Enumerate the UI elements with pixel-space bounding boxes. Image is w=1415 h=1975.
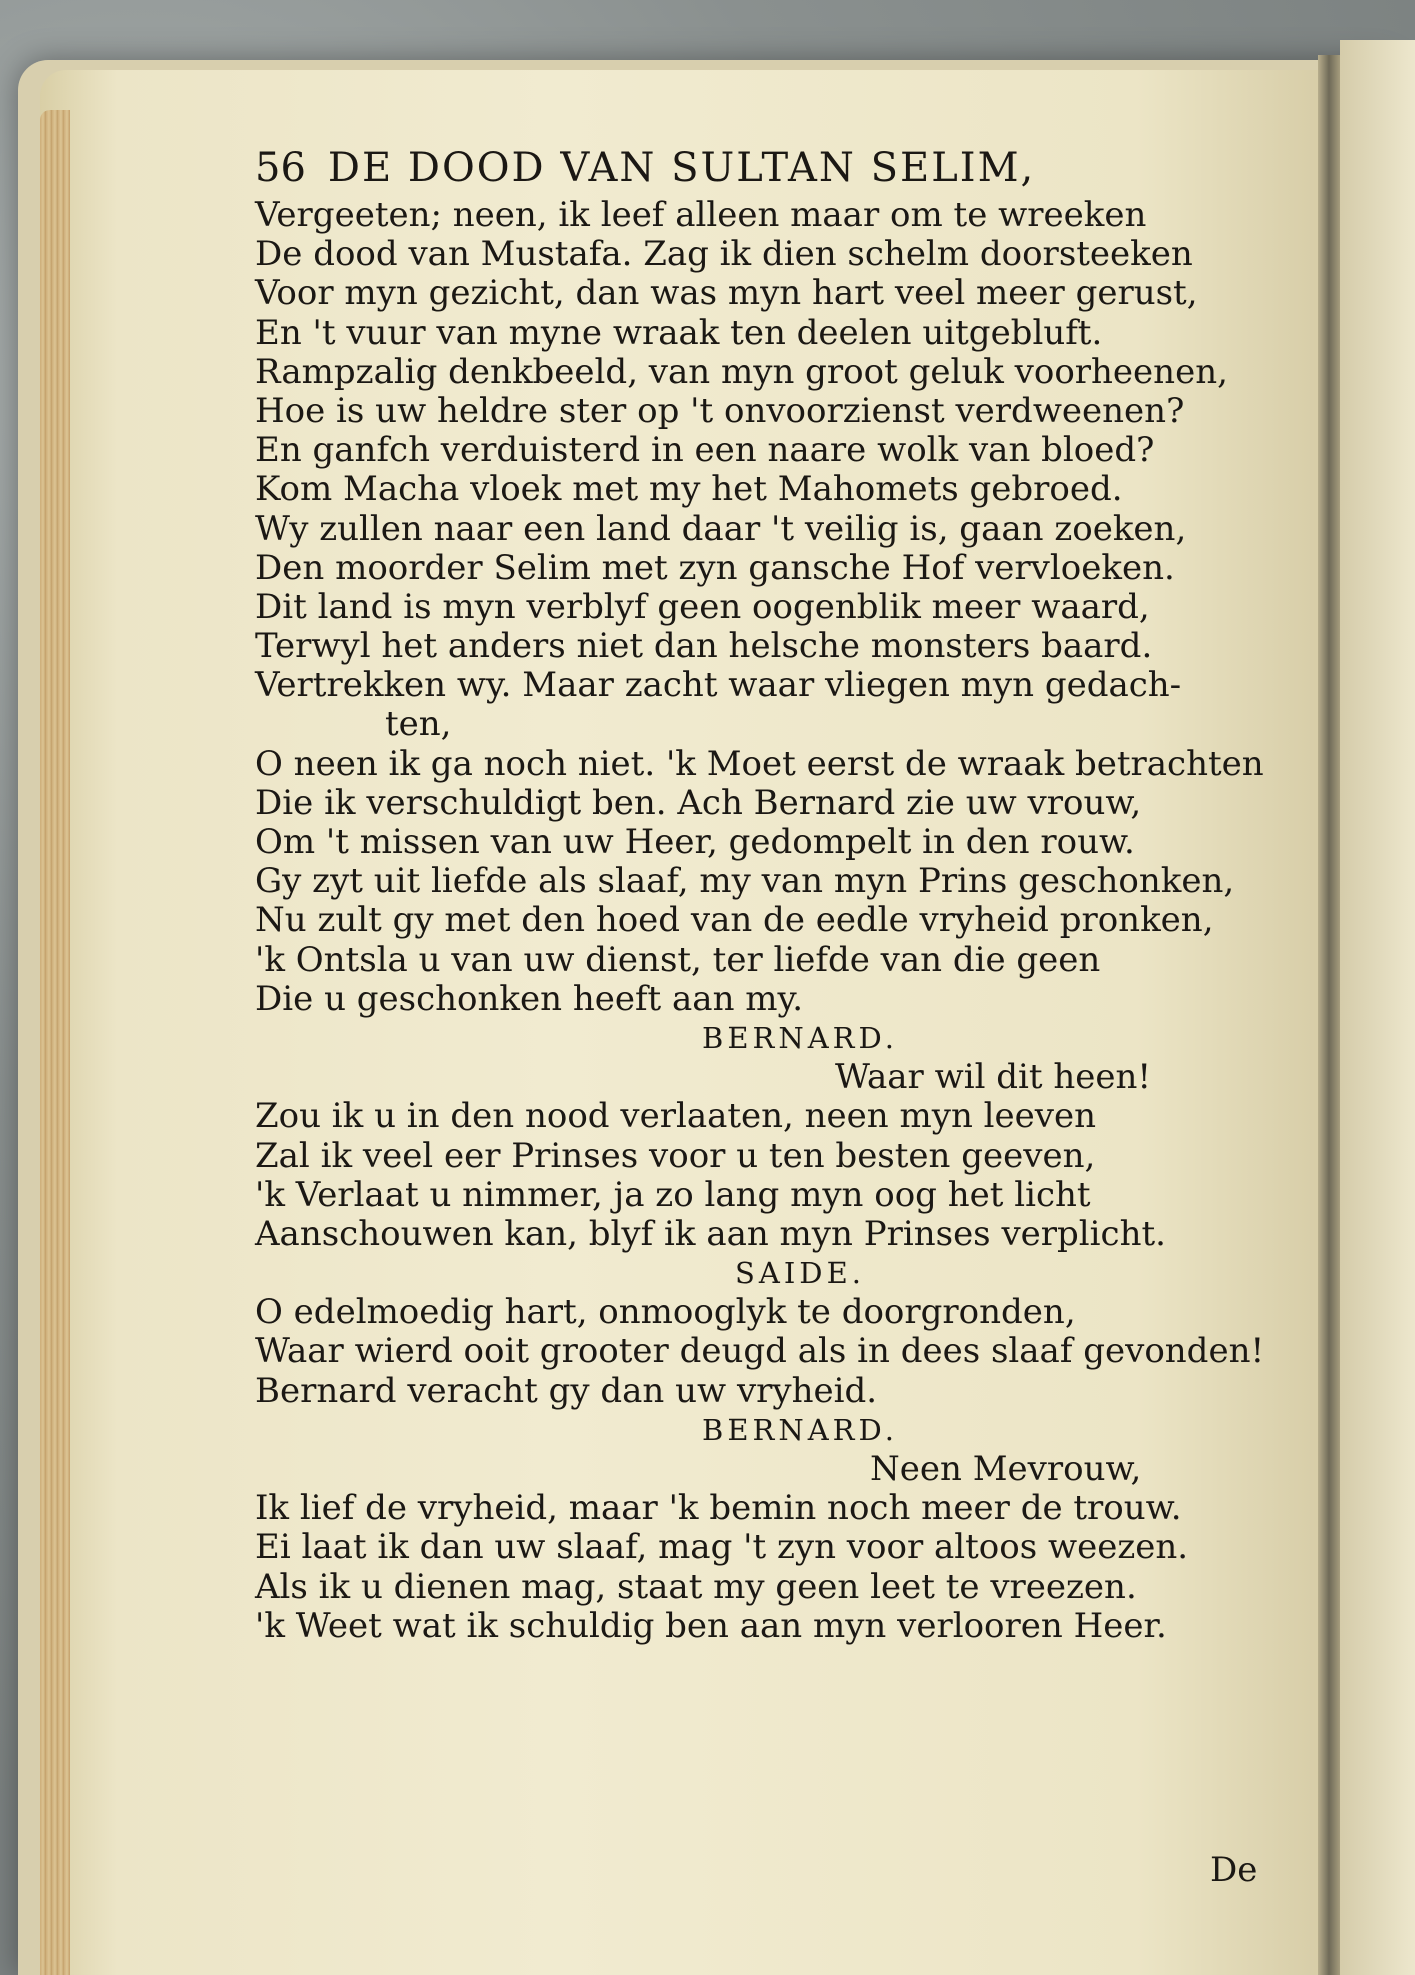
verse-line: Terwyl het anders niet dan helsche monsters baard. — [255, 626, 1153, 667]
verse-line: O neen ik ga noch niet. 'k Moet eerst de wraak betrachten — [255, 743, 1264, 784]
verse-line: Rampzalig denkbeeld, van myn groot geluk voorheenen, — [255, 351, 1228, 392]
verse-line: 'k Ontsla u van uw dienst, ter liefde van die geen — [255, 939, 1101, 980]
verse-line-continuation: Waar wil dit heen! — [835, 1057, 1152, 1098]
verse-line: En ganfch verduisterd in een naare wolk van bloed? — [255, 430, 1155, 471]
verse-line: Zal ik veel eer Prinses voor u ten besten geeven, — [255, 1135, 1096, 1176]
verse-line: Aanschouwen kan, blyf ik aan myn Prinses verplicht. — [255, 1213, 1166, 1254]
running-title: DE DOOD VAN SULTAN SELIM, — [327, 145, 1036, 191]
verse-line: Wy zullen naar een land daar 't veilig is, gaan zoeken, — [255, 508, 1187, 549]
catchword: De — [1210, 1850, 1258, 1890]
verse-line: Dit land is myn verblyf geen oogenblik meer waard, — [255, 586, 1150, 627]
verse-line: De dood van Mustafa. Zag ik dien schelm doorsteeken — [255, 234, 1193, 275]
page-number: 56 — [255, 145, 306, 191]
running-header — [255, 140, 1285, 196]
verse-line: Als ik u dienen mag, staat my geen leet te vreezen. — [255, 1566, 1137, 1607]
verse-line: Om 't missen van uw Heer, gedompelt in den rouw. — [255, 822, 1135, 862]
verse-line: Gy zyt uit liefde als slaaf, my van myn Prins geschonken, — [255, 861, 1235, 902]
speaker-name: SAIDE. — [735, 1256, 865, 1291]
verse-line-continuation: Neen Mevrouw, — [870, 1449, 1142, 1489]
verse-line-continuation: ten, — [385, 704, 452, 745]
verse-line: 'k Weet wat ik schuldig ben aan myn verlooren Heer. — [255, 1605, 1167, 1646]
verse-line: Vertrekken wy. Maar zacht waar vliegen myn gedach- — [255, 665, 1182, 706]
right-page-sliver — [1340, 40, 1415, 1975]
speaker-name: BERNARD. — [702, 1020, 898, 1055]
verse-line: Hoe is uw heldre ster op 't onvoorzienst verdweenen? — [255, 390, 1185, 431]
verse-line: Voor myn gezicht, dan was myn hart veel meer gerust, — [255, 273, 1198, 314]
verse-line: En 't vuur van myne wraak ten deelen uitgebluft. — [255, 312, 1103, 353]
verse-line: Bernard veracht gy dan uw vryheid. — [255, 1370, 878, 1411]
book-gutter — [1318, 55, 1340, 1975]
verse-line: Ik lief de vryheid, maar 'k bemin noch meer de trouw. — [255, 1488, 1182, 1529]
verse-line: Den moorder Selim met zyn gansche Hof vervloeken. — [255, 547, 1175, 588]
verse-line: Waar wierd ooit grooter deugd als in dees slaaf gevonden! — [255, 1331, 1265, 1372]
verse-line: Die u geschonken heeft aan my. — [255, 978, 804, 1019]
verse-line: 'k Verlaat u nimmer, ja zo lang myn oog het licht — [255, 1174, 1091, 1215]
verse-line: Ei laat ik dan uw slaaf, mag 't zyn voor altoos weezen. — [255, 1527, 1189, 1568]
page-text — [255, 140, 1285, 1646]
verse-line: Die ik verschuldigt ben. Ach Bernard zie uw vrouw, — [255, 782, 1142, 823]
verse-line: Kom Macha vloek met my het Mahomets gebroed. — [255, 469, 1123, 510]
page-fore-edge — [40, 110, 70, 1975]
speaker-name: BERNARD. — [702, 1412, 898, 1447]
verse-line: Vergeeten; neen, ik leef alleen maar om te wreeken — [255, 195, 1147, 235]
verse-line: Nu zult gy met den hoed van de eedle vryheid pronken, — [255, 900, 1214, 941]
verse-line: Zou ik u in den nood verlaaten, neen myn leeven — [255, 1096, 1097, 1137]
verse-line: O edelmoedig hart, onmooglyk te doorgronden, — [255, 1292, 1076, 1333]
